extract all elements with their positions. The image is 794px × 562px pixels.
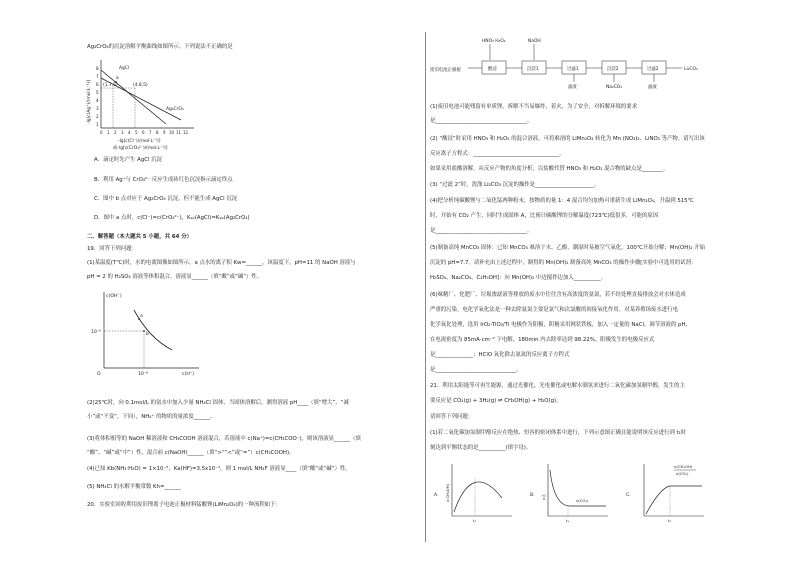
r3: (3) “过滤 2”时，洗涤 Li₂CO₃ 沉淀的操作是______________________。: [430, 182, 600, 188]
q21a: 21．利用太阳能等可再生能源，通过光催化、光电催化或电解水制氢来进行二氧化碳加氢制甲醇，发生的主: [430, 383, 685, 389]
xtick: 6: [142, 130, 145, 135]
xtick: 11: [176, 130, 182, 135]
graph-c-label: C.: [626, 493, 631, 498]
source-label: 废旧电池正极板: [430, 68, 461, 73]
input-reagents: HNO₃ H₂O₂: [482, 39, 506, 44]
xtick: 8: [156, 130, 159, 135]
graph-a-ylabel: c(CH₃OH): [445, 484, 450, 502]
q19-3a: (3)将体积相等的 NaOH 稀溶液和 CH₃COOH 溶液混合，若溶液中 c(Na⁺)=c(CH₃COO⁻)，则该溶液显______（填: [87, 436, 361, 442]
xtick: 1: [107, 130, 110, 135]
r2a: (2) “酸浸”时采用 HNO₃ 和 H₂O₂ 的混合溶液，可将难溶的 LiMn₂O₄ 转化为 Mn (NO₃)₂、LiNO₃ 等产物。请写出该: [430, 136, 705, 142]
xtick: 3: [121, 130, 124, 135]
r4a: (4)把分析纯碳酸锂与二氧化锰两种粉末，按物质的量 1：4 混合均匀加热可重新生成 LiMn₂O₄，升温到 515℃: [430, 198, 694, 204]
step-filter1: 过滤1: [567, 67, 579, 72]
r5a: (5)制备高纯 MnCO₃ 固体：已知 MnCO₃ 难溶于水、乙醇，潮湿时易被空气氧化，100℃开始分解；Mn(OH)₂ 开始: [430, 245, 706, 251]
xtick: 10: [169, 130, 175, 135]
q19-3b: “酸”、“碱”或“中”）性，混合前 c(NaOH)______（填“>”“<”或“=”）c(CH₃COOH)。: [87, 450, 295, 456]
xtick: 7: [149, 130, 152, 135]
q19-1b: pH = 2 的 H₂SO₄ 溶液等体积混合，溶液显______（填“酸”或“碱”）性。: [87, 274, 263, 280]
option-c: C．图中 b 点对应于 Ag₂CrO₄ 沉淀，但不能生成 AgCl 沉淀: [94, 196, 238, 202]
graph-b-series: v(CO₂): [576, 498, 589, 503]
step-precip1: 沉淀1: [527, 67, 539, 72]
q19-title: 19．回答下列问题：: [87, 246, 137, 252]
r6a: (6)味精厂、化肥厂、垃圾渗滤液等排放的废水中往往含有高浓度的氨氮，若不经处理直接排放会对水体造成: [430, 292, 686, 298]
xtick: 4: [128, 130, 131, 135]
q21d: (1)若二氧化碳加氢制甲醇反应在绝热、恒容的密闭体系中进行，下列示意图正确且能说明该反应进行到 t₁时: [430, 430, 687, 436]
q21b: 要反应是 CO₂(g) + 3H₂(g) ⇌ CH₃OH(g) + H₂O(g)。: [430, 398, 562, 404]
agcl-label: AgCl: [119, 66, 130, 71]
graph-a-t1: t₁: [473, 518, 477, 523]
graph-c-numerator: n(CH₃OH): [674, 464, 693, 469]
graph-a-label: A.: [434, 493, 439, 498]
r6c: 化学氧化处理，选用 IrO₂-TiO₂/Ti 电极作为阳极，阴极采用网状铁板，加入一定量的 NaCl，调节溶液的 pH，: [430, 322, 691, 328]
point-1: (1.7,5): [103, 83, 118, 88]
xtick: 5: [135, 130, 138, 135]
r1: (1)废旧电池可能残留有单质锂，拆解不当易爆炸、着火，为了安全，对拆解环境的要求: [430, 104, 638, 110]
x-axis-label: c(H⁺): [182, 372, 194, 377]
step-precip2: 沉淀2: [607, 67, 619, 72]
r5c: H₂SO₄、Na₂CO₃、C₂H₅OH]：向 Mn(OH)₂ 中边搅拌边加入__________。: [430, 275, 607, 281]
point-a: a: [116, 76, 119, 81]
process-flowchart: [430, 34, 715, 94]
x-axis-label-1: -lg[c(Cl⁻)/(mol·L⁻¹)]: [118, 139, 161, 144]
q19-2b: 小”或“不变”，下同），NH₄⁺ 的物质的量浓度______。: [87, 414, 216, 420]
option-d: D．图中 a 点时，c(Cl⁻)=c(CrO₄²⁻)，Kₛₚ(AgCl)=Kₛₚ(Ag₂CrO₄): [94, 215, 250, 221]
point-2: (4.8,5): [133, 83, 148, 88]
x-axis-label-2: 或-lg[c(CrO₄²⁻)/(mol·L⁻¹)]: [113, 146, 168, 151]
option-graphs: [430, 458, 720, 528]
solubility-graph: [86, 58, 201, 150]
q21e: 刻达到平衡状态的是__________(填字母)。: [430, 445, 532, 451]
column-divider: [425, 32, 426, 542]
q19-1a: (1)某温度(T℃)时，水的电离图像如图所示，a 点水的离子积 Kw=______，该温度下，pH=11 的 NaOH 溶液与: [87, 260, 356, 266]
r1b: 是__________________________________。: [430, 118, 533, 124]
agcl-line: [101, 70, 166, 124]
q19-4: (4)已知 Kb(NH₃·H₂O) = 1×10⁻⁵，Ka(HF)=3.5x10⁻⁴，则 1 mol/L NH₄F 溶液显____（填“酸”或“碱”）性。: [87, 466, 351, 472]
question-intro: Ag₂CrO₄的沉淀溶解平衡曲线如图所示。下列说法不正确的是: [87, 44, 233, 50]
option-b: B．利用 Ag⁺与 CrO₄²⁻ 反应生成砖红色沉淀指示滴定终点: [94, 177, 233, 183]
step-filter2: 过滤2: [647, 67, 659, 72]
y-axis-label: -lg[c(Ag⁺)/(mol·L⁻¹)]: [87, 80, 92, 124]
xtick: 12: [183, 130, 189, 135]
y-axis-label: c(OH⁻): [106, 294, 122, 299]
r2b: 反应离子方程式：________________________________。: [430, 151, 565, 157]
xtick: 9: [163, 130, 166, 135]
graph-b-ylabel: v正: [541, 493, 546, 500]
point-a: a: [140, 314, 143, 319]
ytick: 6: [96, 82, 99, 87]
q19-5: (5) NH₄Cl 的水解平衡常数 Kh=______: [87, 484, 181, 490]
water-ionization-graph: [91, 290, 204, 380]
na2co3-label: Na₂CO₃: [606, 85, 623, 90]
xtick: 0: [100, 130, 103, 135]
ag2cro4-label: Ag₂CrO₄: [166, 107, 184, 112]
ytick: 5: [96, 90, 99, 95]
q20-title: 20．实验室回收利用废旧锂离子电池正极材料锰酸锂(LiMn₂O₄)的一种流程如下：: [87, 502, 281, 508]
step-leach: 酸浸: [488, 67, 497, 72]
r6e: 是______________；HClO 氧化除去氨氮的反应离子方程式: [430, 352, 570, 358]
ytick: 2: [96, 114, 99, 119]
r2c: 如果采用盐酸溶解，从反应产物的角度分析，以盐酸代替 HNO₃ 和 H₂O₂ 混合物的缺点是________。: [430, 166, 669, 172]
r6f: 是______________________________。: [430, 367, 522, 373]
xtick: 2: [114, 130, 117, 135]
filtrate-label: 滤液: [648, 85, 657, 90]
r4c: 是__________________________________。: [430, 228, 533, 234]
r6d: 在电流密度为 85mA·cm⁻² 下电解，180min 内去除率达到 98.22%。阳极发生的电极反应式: [430, 337, 655, 343]
tick-y: 10⁻⁶: [91, 330, 102, 335]
r5b: 沉淀的 pH=7.7。请补充由上述过程中，制得的 Mn(OH)₂ 制备高纯 MnCO₃ 的操作步骤[实验中可选用的试剂：: [430, 260, 697, 266]
point-b: b: [146, 332, 149, 337]
ytick: 1: [96, 122, 99, 127]
ytick: 3: [96, 106, 99, 111]
graph-c-t1: t₁: [668, 518, 672, 523]
ytick: 4: [96, 98, 99, 103]
option-a: A．滴定时先产生 AgCl 沉淀: [94, 157, 163, 163]
ytick: 7: [96, 74, 99, 79]
r6b: 严重的污染。电化学氧化法是一种去除氨氮主要是氯气和次氯酸的间接氧化作用。对某养殖场废水进行电: [430, 307, 678, 313]
q21c: 请回答下列问题：: [430, 414, 474, 420]
graph-b-t1: t₁: [566, 518, 570, 523]
residue-label: 滤渣: [568, 85, 577, 90]
q19-2a: (2)25℃时，向 0.1mol/L 的氨水中加入少量 NH₄Cl 固体，当固体溶解后，测得溶液 pH____（填“增大”、“减: [87, 400, 349, 406]
output-product: Li₂CO₃: [684, 67, 698, 72]
ytick: 8: [96, 66, 99, 71]
origin: O: [97, 372, 101, 377]
graph-b-label: B.: [530, 493, 535, 498]
section-heading: 二、解答题（本大题共 5 小题，共 64 分）: [87, 234, 193, 240]
graph-c-denominator: n(CO₂): [676, 471, 689, 476]
r4b: 时，开始有 CO₂ 产生，同时生成固体 A，比预计碳酸锂的分解温度(723℃)低很多，可能的原因: [430, 213, 659, 219]
input-naoh: NaOH: [528, 39, 541, 44]
tick-x: 10⁻⁶: [138, 372, 149, 377]
